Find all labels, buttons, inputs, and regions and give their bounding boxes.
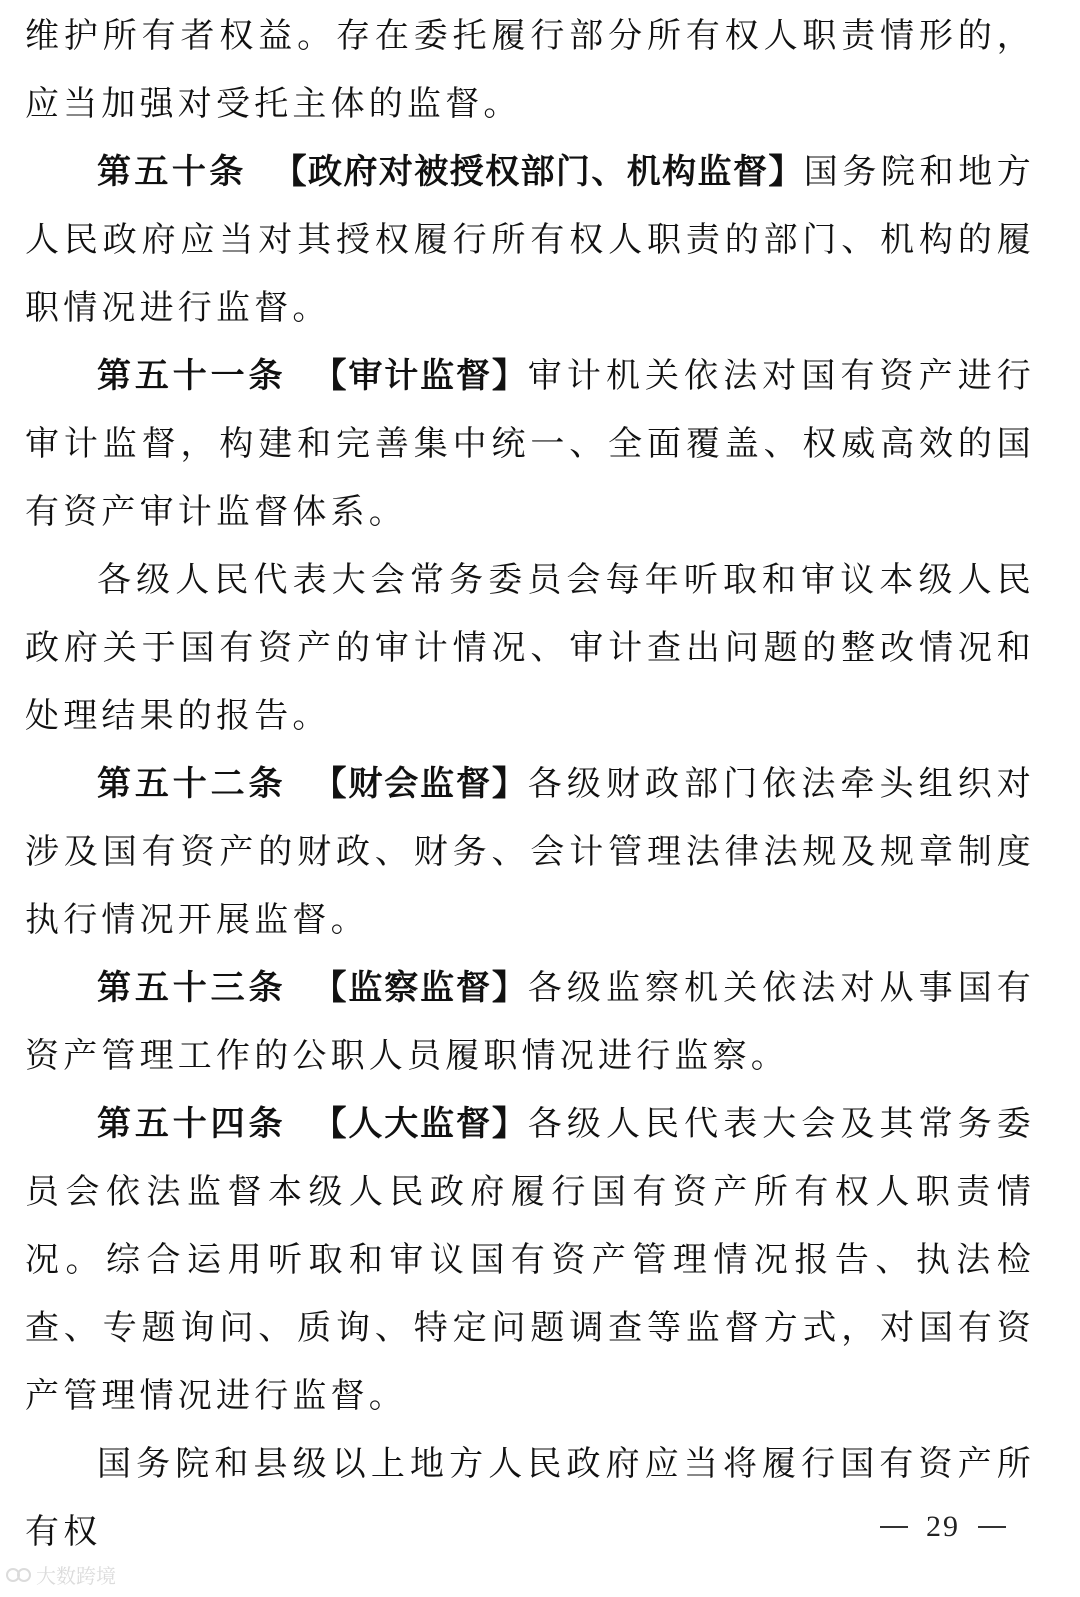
article-caption: 【审计监督】 [312, 356, 528, 396]
article-text: 国务院和地方人民政府应当对其授权履行所有权人职责的部门、机构的履职情况进行监督。 [25, 152, 1036, 328]
page-number: 29 [926, 1510, 960, 1543]
article-text: 审计机关依法对国有资产进行审计监督，构建和完善集中统一、全面覆盖、权威高效的国有资产审计监督体系。 [25, 356, 1036, 532]
paragraph-text: 国务院和县级以上地方人民政府应当将履行国有资产所有权 [25, 1444, 1035, 1552]
article-text: 各级监察机关依法对从事国有资产管理工作的公职人员履职情况进行监察。 [25, 968, 1036, 1076]
article-text: 各级财政部门依法牵头组织对涉及国有资产的财政、财务、会计管理法律法规及规章制度执行情况开展监督。 [25, 764, 1036, 940]
article-51 [25, 342, 1035, 546]
article-number: 第五十条 [97, 152, 247, 192]
article-caption: 【监察监督】 [312, 968, 528, 1008]
watermark [6, 1560, 116, 1589]
article-54 [25, 1090, 1035, 1430]
article-number: 第五十四条 [97, 1104, 287, 1144]
article-number: 第五十二条 [97, 764, 287, 804]
article-53 [25, 954, 1035, 1090]
document-page [25, 2, 1035, 1566]
paragraph-continuation [25, 2, 1035, 138]
article-50 [25, 138, 1035, 342]
article-number: 第五十一条 [97, 356, 287, 396]
article-number: 第五十三条 [97, 968, 287, 1008]
watermark-logo-icon [6, 1565, 32, 1585]
article-51-clause-2 [25, 546, 1035, 750]
article-52 [25, 750, 1035, 954]
paragraph-text: 各级人民代表大会常务委员会每年听取和审议本级人民政府关于国有资产的审计情况、审计查出问题的整改情况和处理结果的报告。 [25, 560, 1035, 736]
footer-dash-left [880, 1526, 908, 1528]
article-caption: 【财会监督】 [312, 764, 528, 804]
article-text: 各级人民代表大会及其常务委员会依法监督本级人民政府履行国有资产所有权人职责情况。综合运用听取和审议国有资产管理情况报告、执法检查、专题询问、质询、特定问题调查等监督方式，对国有资产管理情况进行监督。 [25, 1104, 1036, 1416]
watermark-text: 大数跨境 [36, 1564, 116, 1588]
footer-dash-right [978, 1526, 1006, 1528]
page-footer [880, 1510, 1040, 1544]
article-54-clause-2 [25, 1430, 1035, 1566]
paragraph-text: 维护所有者权益。存在委托履行部分所有权人职责情形的，应当加强对受托主体的监督。 [25, 16, 1035, 124]
article-caption: 【人大监督】 [312, 1104, 528, 1144]
article-caption: 【政府对被授权部门、机构监督】 [272, 152, 804, 192]
